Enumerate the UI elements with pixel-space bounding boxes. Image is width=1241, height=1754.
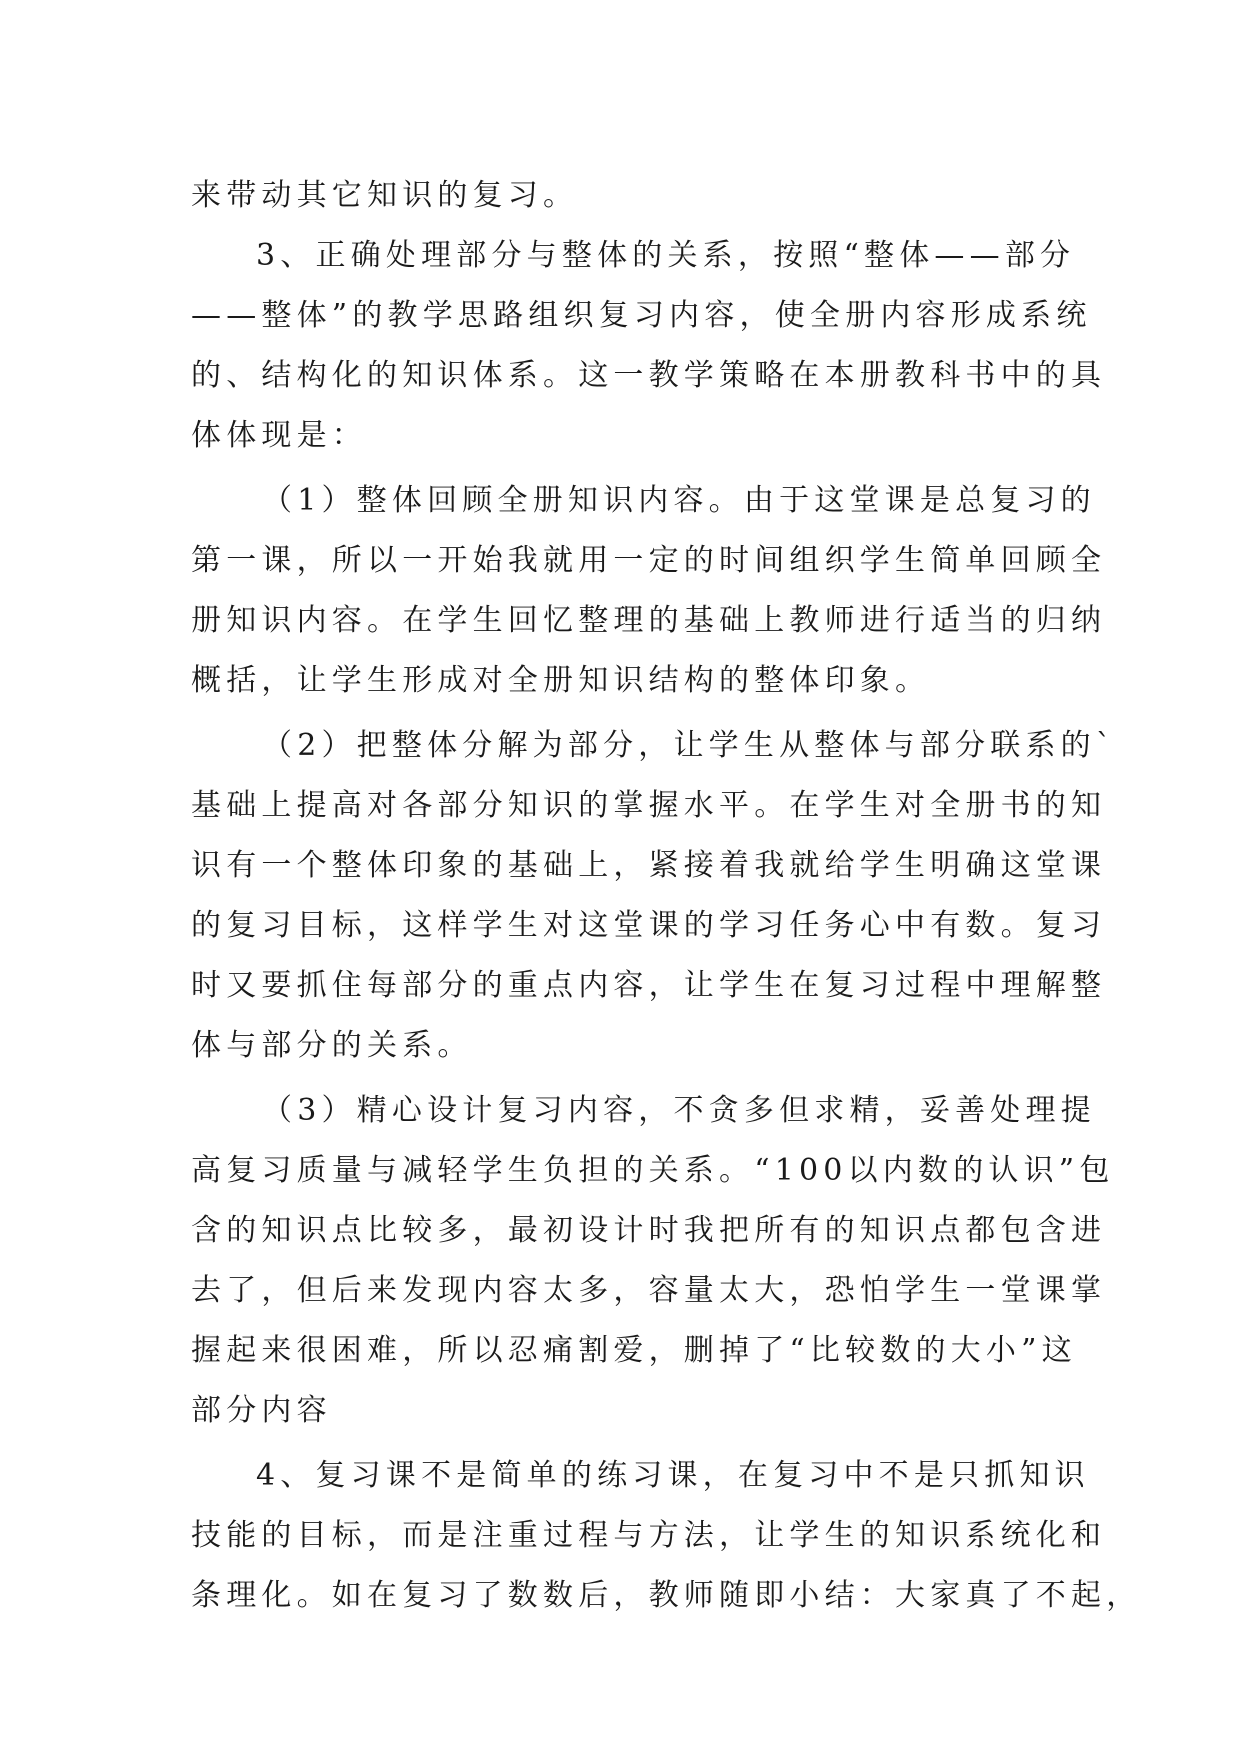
text-line: 条理化。如在复习了数数后，教师随即小结：大家真了不起， [191,1578,1142,1613]
text-line: 技能的目标，而是注重过程与方法，让学生的知识系统化和 [191,1518,1107,1553]
subitem-2-start: （2）把整体分解为部分，让学生从整体与部分联系的` [262,728,1117,763]
text-line: 高复习质量与减轻学生负担的关系。“100以内数的认识”包 [191,1153,1115,1188]
text-line: 的复习目标，这样学生对这堂课的学习任务心中有数。复习 [191,908,1107,943]
text-line: 册知识内容。在学生回忆整理的基础上教师进行适当的归纳 [191,603,1107,638]
text-line: 部分内容 [191,1393,332,1428]
text-line: ——整体”的教学思路组织复习内容，使全册内容形成系统 [191,298,1092,333]
text-line: 去了，但后来发现内容太多，容量太大，恐怕学生一堂课掌 [191,1273,1107,1308]
text-line: 握起来很困难，所以忍痛割爱，删掉了“比较数的大小”这 [191,1333,1077,1368]
paragraph-3-start: 3、正确处理部分与整体的关系，按照“整体——部分 [256,238,1076,273]
subitem-1-start: （1）整体回顾全册知识内容。由于这堂课是总复习的 [262,483,1096,518]
paragraph-4-start: 4、复习课不是简单的练习课，在复习中不是只抓知识 [256,1458,1090,1493]
text-line: 体体现是： [191,418,367,453]
text-line: 的、结构化的知识体系。这一教学策略在本册教科书中的具 [191,358,1107,393]
text-line: 体与部分的关系。 [191,1028,473,1063]
text-line: 识有一个整体印象的基础上，紧接着我就给学生明确这堂课 [191,848,1107,883]
text-line: 含的知识点比较多，最初设计时我把所有的知识点都包含进 [191,1213,1107,1248]
subitem-3-start: （3）精心设计复习内容，不贪多但求精，妥善处理提 [262,1093,1096,1128]
text-line: 基础上提高对各部分知识的掌握水平。在学生对全册书的知 [191,788,1107,823]
text-line: 第一课，所以一开始我就用一定的时间组织学生简单回顾全 [191,543,1107,578]
text-line: 概括，让学生形成对全册知识结构的整体印象。 [191,663,931,698]
text-line: 来带动其它知识的复习。 [191,178,579,213]
text-line: 时又要抓住每部分的重点内容，让学生在复习过程中理解整 [191,968,1107,1003]
